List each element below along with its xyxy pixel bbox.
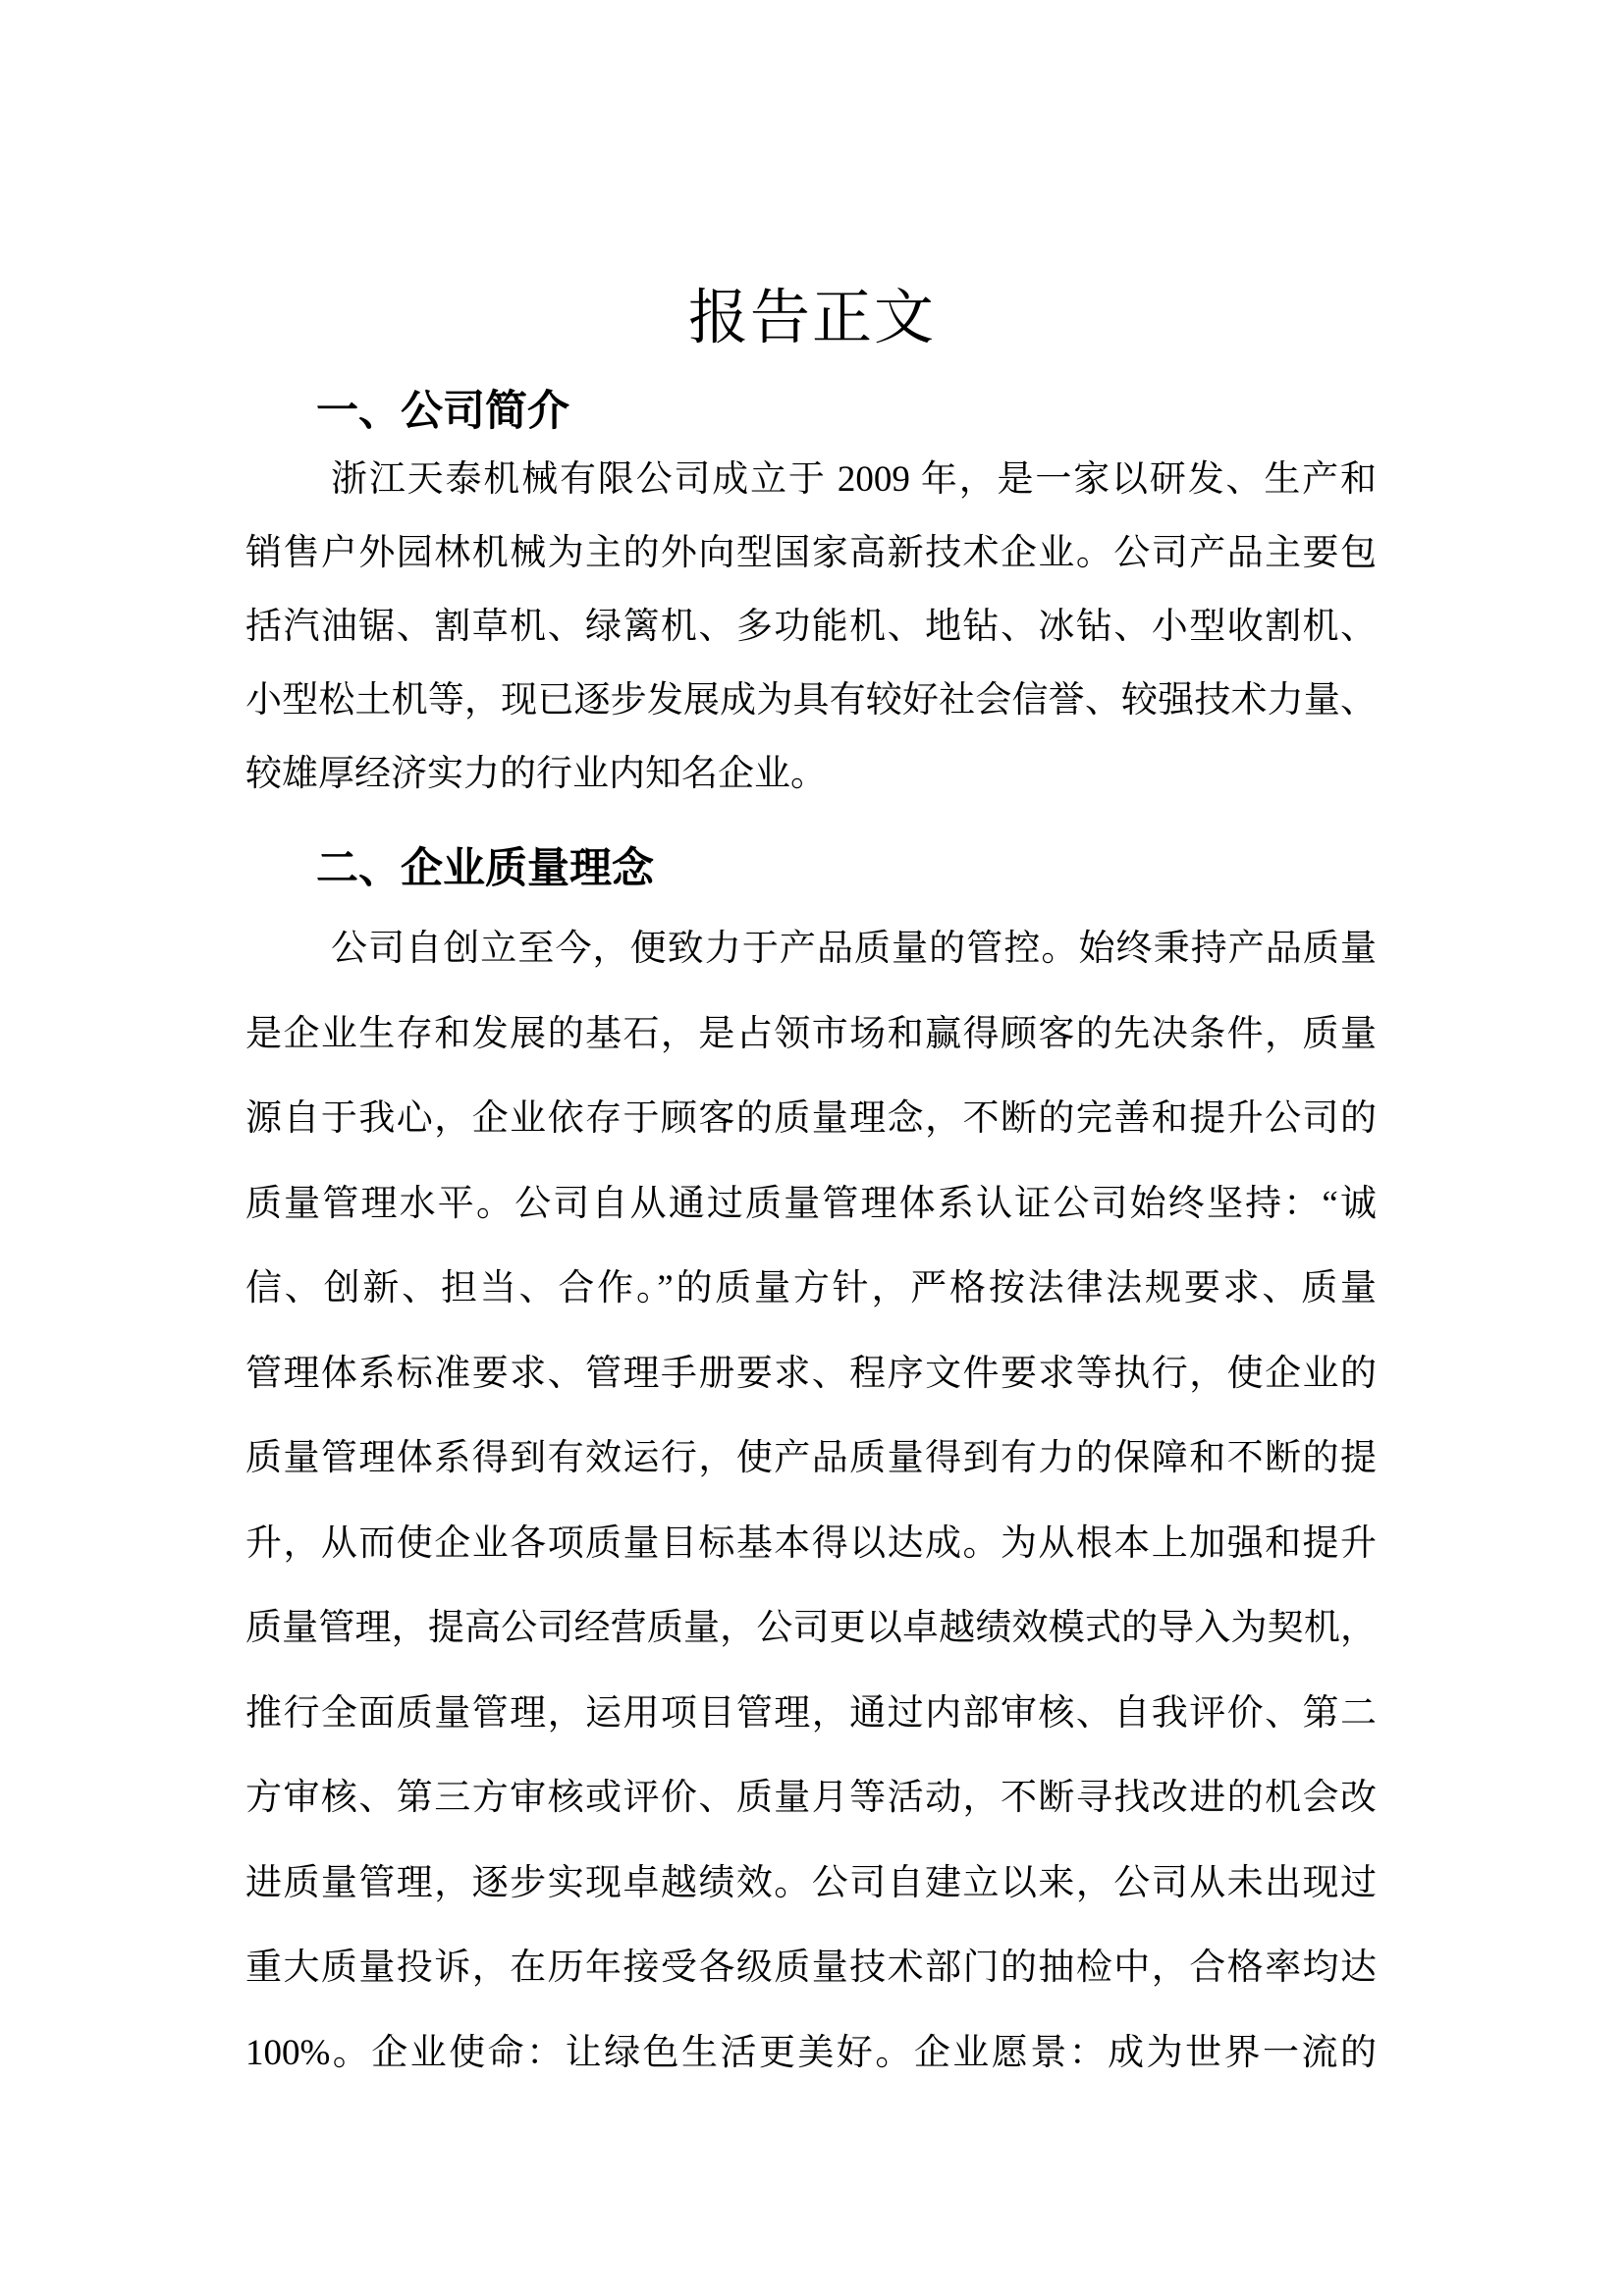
text-line: 公司自创立至今，便致力于产品质量的管控。始终秉持产品质量 xyxy=(331,929,1377,969)
text-line: 方审核、第三方审核或评价、质量月等活动，不断寻找改进的机会改 xyxy=(245,1778,1377,1818)
text-line: 小型松土机等，现已逐步发展成为具有较好社会信誉、较强技术力量、 xyxy=(245,680,1377,721)
text-line: 推行全面质量管理，运用项目管理，通过内部审核、自我评价、第二 xyxy=(245,1692,1377,1734)
text-line: 是企业生存和发展的基石，是占领市场和赢得顾客的先决条件，质量 xyxy=(245,1013,1377,1054)
text-line: 源自于我心，企业依存于顾客的质量理念，不断的完善和提升公司的 xyxy=(245,1098,1377,1139)
text-line: 浙江天泰机械有限公司成立于 2009 年，是一家以研发、生产和 xyxy=(331,459,1377,500)
quality-philosophy-paragraph xyxy=(245,907,1377,2096)
text-line: 销售户外园林机械为主的外向型国家高新技术企业。公司产品主要包 xyxy=(245,533,1377,573)
text-line: 质量管理水平。公司自从通过质量管理体系认证公司始终坚持：“诚 xyxy=(245,1183,1377,1224)
text-line: 进质量管理，逐步实现卓越绩效。公司自建立以来，公司从未出现过 xyxy=(245,1862,1377,1903)
document-title: 报告正文 xyxy=(687,286,936,351)
text-line: 100%。企业使命：让绿色生活更美好。企业愿景：成为世界一流的 xyxy=(245,2032,1377,2073)
text-line: 重大质量投诉，在历年接受各级质量技术部门的抽检中，合格率均达 xyxy=(245,1948,1377,1988)
text-line: 升，从而使企业各项质量目标基本得以达成。为从根本上加强和提升 xyxy=(245,1522,1377,1564)
section-heading-quality-philosophy: 二、企业质量理念 xyxy=(316,846,654,892)
section-heading-company-intro: 一、公司简介 xyxy=(316,389,569,435)
company-intro-paragraph xyxy=(245,443,1377,811)
text-line: 管理体系标准要求、管理手册要求、程序文件要求等执行，使企业的 xyxy=(245,1353,1377,1394)
text-line: 较雄厚经济实力的行业内知名企业。 xyxy=(245,754,827,794)
text-line: 质量管理，提高公司经营质量，公司更以卓越绩效模式的导入为契机， xyxy=(245,1608,1377,1648)
text-line: 括汽油锯、割草机、绿篱机、多功能机、地钻、冰钻、小型收割机、 xyxy=(245,607,1377,647)
text-line: 质量管理体系得到有效运行，使产品质量得到有力的保障和不断的提 xyxy=(245,1438,1377,1478)
text-line: 信、创新、担当、合作。”的质量方针，严格按法律法规要求、质量 xyxy=(245,1268,1377,1308)
